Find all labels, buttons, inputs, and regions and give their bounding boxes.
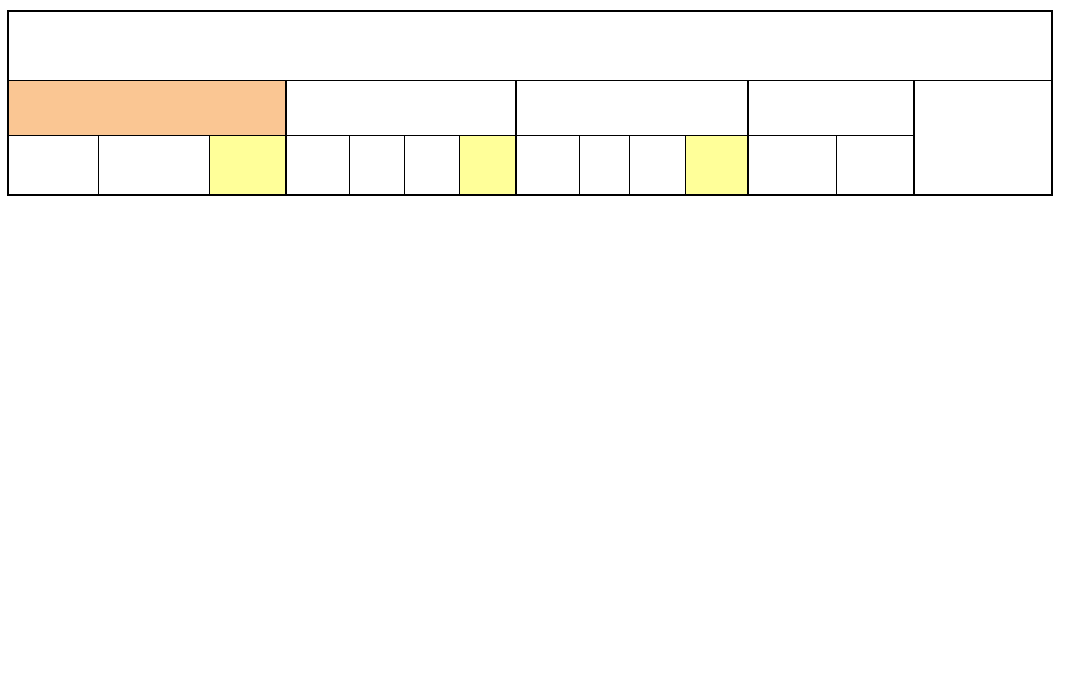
col-header-aca-pct-income [286,136,349,196]
notes-header-cell [914,81,1052,196]
sheet-table [7,10,1053,196]
col-header-official-premium [209,136,286,196]
group-net-savings-cell [748,81,914,136]
col-header-income [98,136,209,196]
col-header-aca2-aptc [629,136,685,196]
col-header-aca-aptc [404,136,459,196]
col-header-aca-max-prem [349,136,404,196]
group-aca20-cell [516,81,748,136]
group-header-row [8,81,1052,136]
title-row [8,11,1052,81]
col-header-annually [836,136,914,196]
col-header-fpl [8,136,98,196]
col-header-monthly [748,136,836,196]
group-current-aca-cell [286,81,516,136]
col-header-aca2-pct-income [516,136,579,196]
col-header-aca-net-prem [459,136,516,196]
col-header-aca2-net-premium [685,136,748,196]
column-header-row [8,136,1052,196]
title-block [8,11,1052,81]
col-header-aca2-max-prem [579,136,629,196]
group-profile-cell [8,81,286,136]
